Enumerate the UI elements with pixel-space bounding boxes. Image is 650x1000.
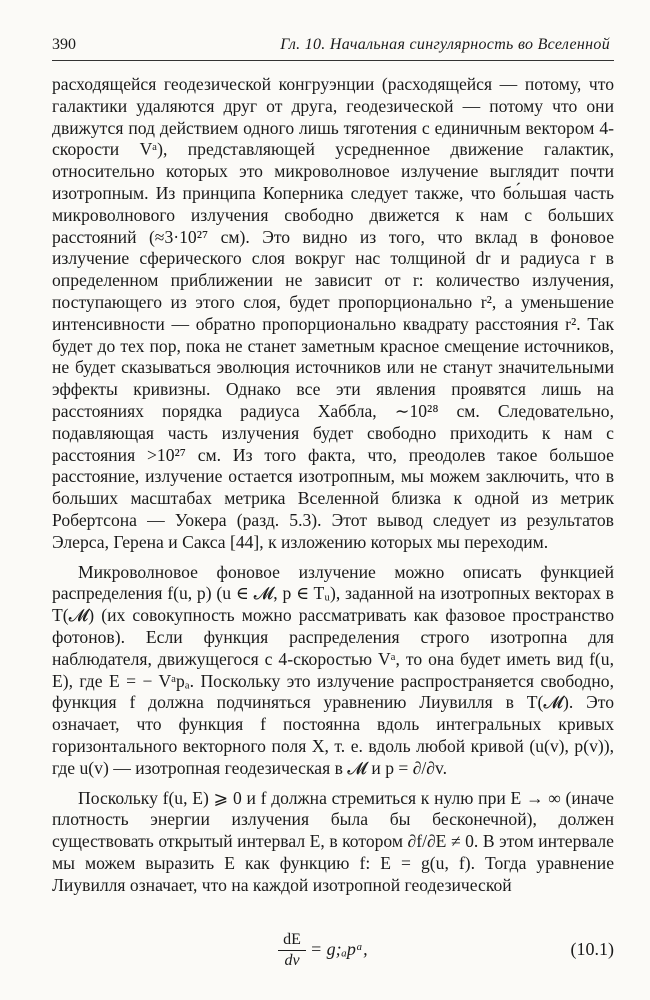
paragraph-liouville: Поскольку f(u, E) ⩾ 0 и f должна стремиться к нулю при E → ∞ (иначе плотность энергии излучения была бы бесконечной), должен существовать открытый интервал E, в котором ∂f/∂E ≠ 0. В этом интервале мы можем выразить E как функцию f: E = g(u, f). Тогда уравнение Лиувилля означает, что на каждой изотропной геодезической: [52, 787, 614, 895]
equation-numerator: dE: [283, 931, 301, 948]
page-header: [52, 34, 614, 61]
page-number: 390: [52, 36, 76, 53]
paragraph-distribution-function: Микроволновое фоновое излучение можно описать функцией распределения f(u, p) (u ∈ 𝓜, p ∈ Tᵤ), заданной на изотропных векторах в T(𝓜) (их совокупность можно рассматривать как фазовое пространство фотонов). Если функция распределения строго изотропна для наблюдателя, движущегося с 4-скоростью Vᵃ, то она будет иметь вид f(u, E), где E = − Vᵃpₐ. Поскольку это излучение распространяется свободно, функция f должна подчиняться уравнению Лиувилля в T(𝓜). Это означает, что функция f постоянна вдоль интегральных кривых горизонтального векторного поля X, т. е. вдоль любой кривой (u(v), p(v)), где u(v) — изотропная геодезическая в 𝓜 и p = ∂/∂v.: [52, 561, 614, 778]
equation-10-1: [52, 930, 614, 974]
equation-fraction: [278, 930, 306, 971]
equation-number: (10.1): [570, 939, 614, 959]
body-text: [52, 74, 614, 896]
paragraph-continued: расходящейся геодезической конгруэнции (расходящейся — потому, что галактики удаляются друг от друга, геодезической — потому что они движутся под действием одного лишь тяготения с единичным вектором 4-скорости Vᵃ), представляющей усредненное движение галактик, относительно которых это микроволновое излучение выглядит почти изотропным. Из принципа Коперника следует также, что бо́льшая часть микроволнового излучения свободно движется к нам с больших расстояний (≈3·10²⁷ см). Это видно из того, что вклад в фоновое излучение сферического слоя вокруг нас толщиной dr и радиуса r в определенном приближении не зависит от r: количество излучения, поступающего из этого слоя, будет пропорционально r², а уменьшение интенсивности — обратно пропорционально квадрату расстояния r². Так будет до тех пор, пока не станет заметным красное смещение источников, не будет сказываться эволюция источников или не станут значительными эффекты кривизны. Однако все эти явления проявятся лишь на расстояниях порядка радиуса Хаббла, ∼10²⁸ см. Следовательно, подавляющая часть излучения будет свободно приходить к нам с расстояния >10²⁷ см. Из того факта, что, преодолев такое большое расстояние, излучение остается изотропным, мы можем заключить, что в больших масштабах метрика Вселенной близка к одной из метрик Робертсона — Уокера (разд. 5.3). Этот вывод следует из результатов Элерса, Герена и Сакса [44], к изложению которых мы переходим.: [52, 74, 614, 552]
running-head: Гл. 10. Начальная сингулярность во Вселенной: [280, 36, 610, 53]
equation-denominator: dv: [278, 950, 306, 971]
equation-rhs: = g;ₐpᵃ,: [310, 939, 368, 959]
